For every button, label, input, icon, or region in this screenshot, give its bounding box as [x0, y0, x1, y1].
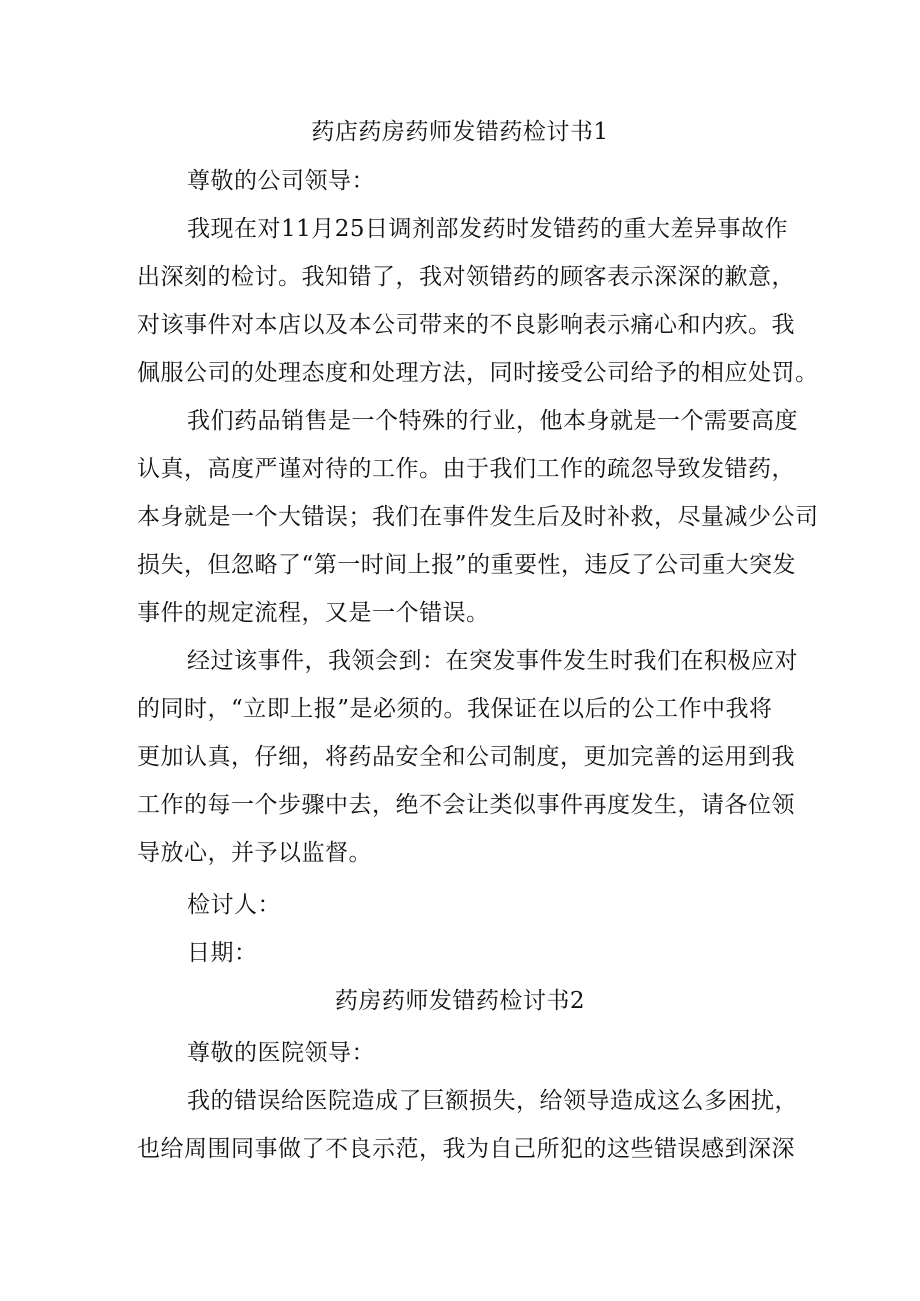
letter1-p3-line1: 经过该事件，我领会到：在突发事件发生时我们在积极应对 [187, 648, 798, 674]
letter1-p2-line3: 本身就是一个大错误；我们在事件发生后及时补救，尽量减少公司 [137, 504, 819, 530]
letter1-salutation: 尊敬的公司领导： [187, 168, 375, 194]
letter1-p1-line4: 佩服公司的处理态度和处理方法，同时接受公司给予的相应处罚。 [137, 360, 819, 386]
letter1-p3-line4: 工作的每一个步骤中去，绝不会让类似事件再度发生，请各位领 [137, 792, 795, 818]
letter1-p1-line2: 出深刻的检讨。我知错了，我对领错药的顾客表示深深的歉意， [137, 264, 795, 290]
letter1-p2-line4: 损失，但忽略了“第一时间上报”的重要性，违反了公司重大突发 [137, 552, 797, 578]
letter2-p1-line1: 我的错误给医院造成了巨额损失，给领导造成这么多困扰， [187, 1088, 798, 1114]
letter1-title: 药店药房药师发错药检讨书1 [311, 119, 609, 145]
letter1-p2-line5: 事件的规定流程，又是一个错误。 [137, 600, 490, 626]
signer-label: 检讨人： [187, 892, 281, 918]
letter1-p2-line1: 我们药品销售是一个特殊的行业，他本身就是一个需要高度 [187, 408, 798, 434]
date-label: 日期： [187, 940, 258, 966]
letter2-salutation: 尊敬的医院领导： [187, 1040, 375, 1066]
letter1-p3-line5: 导放心，并予以监督。 [137, 840, 372, 866]
letter1-p1-line3: 对该事件对本店以及本公司带来的不良影响表示痛心和内疚。我 [137, 312, 795, 338]
letter1-p2-line2: 认真，高度严谨对待的工作。由于我们工作的疏忽导致发错药， [137, 456, 795, 482]
letter2-p1-line2: 也给周围同事做了不良示范，我为自己所犯的这些错误感到深深 [137, 1136, 795, 1162]
letter1-p1-line1: 我现在对11月25日调剂部发药时发错药的重大差异事故作 [187, 216, 789, 242]
letter2-title: 药房药师发错药检讨书2 [334, 988, 586, 1014]
letter1-p3-line2: 的同时，“立即上报”是必须的。我保证在以后的公工作中我将 [137, 696, 773, 722]
letter1-p3-line3: 更加认真，仔细，将药品安全和公司制度，更加完善的运用到我 [137, 744, 795, 770]
